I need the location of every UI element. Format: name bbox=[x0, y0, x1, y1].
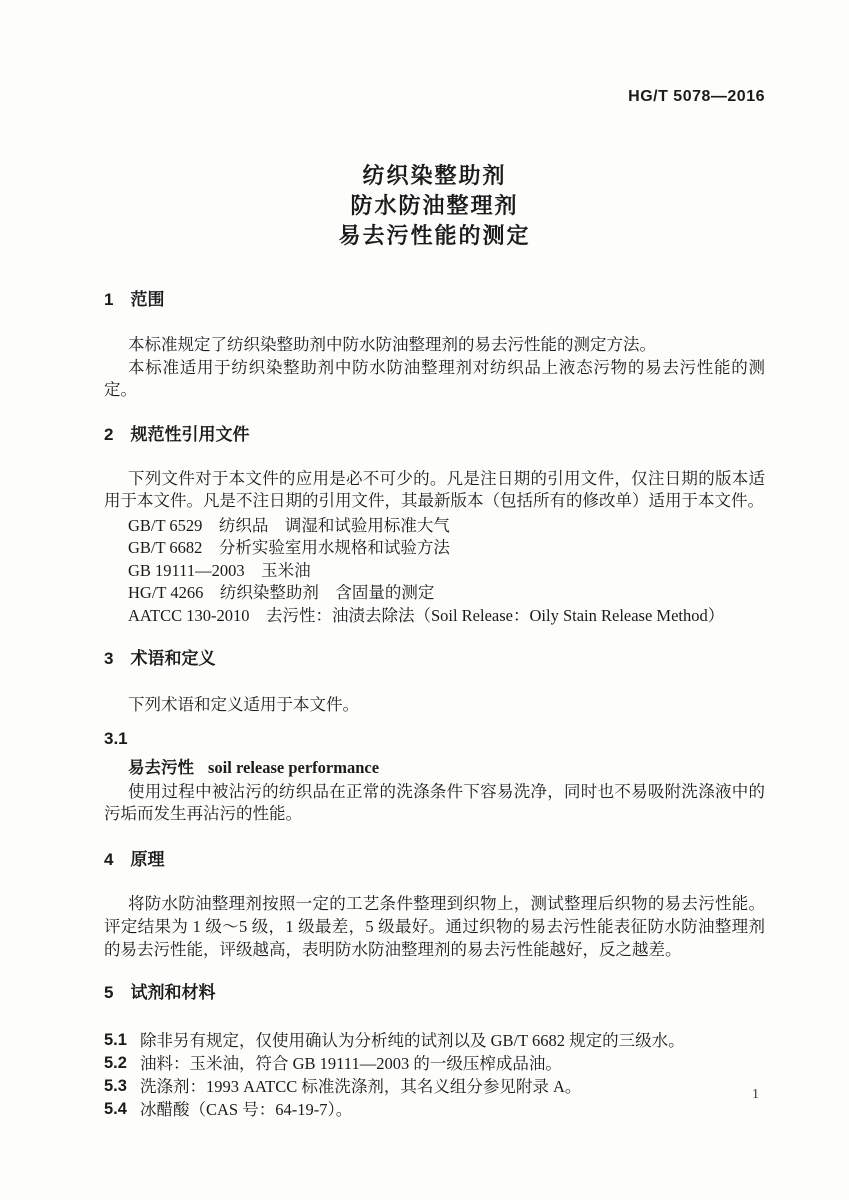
term-name-english: soil release performance bbox=[208, 757, 380, 777]
title-line-2: 防水防油整理剂 bbox=[350, 193, 519, 218]
reagent-text: 除非另有规定，仅使用确认为分析纯的试剂以及 GB/T 6682 规定的三级水。 bbox=[140, 1030, 685, 1050]
section-1-heading: 1 范围 bbox=[104, 290, 165, 309]
standard-code: HG/T 5078—2016 bbox=[628, 88, 765, 105]
reagent-number: 5.4 bbox=[104, 1099, 127, 1118]
section-5-heading: 5 试剂和材料 bbox=[104, 982, 216, 1002]
section-4-heading: 4 原理 bbox=[104, 849, 165, 869]
term-name-chinese: 易去污性 bbox=[128, 758, 194, 777]
term-entry bbox=[104, 758, 765, 778]
section-2-intro bbox=[104, 468, 765, 513]
section-2-heading: 2 规范性引用文件 bbox=[104, 424, 250, 444]
title-line-3: 易去污性能的测定 bbox=[338, 223, 531, 248]
reference-item: GB/T 6682 分析实验室用水规格和试验方法 bbox=[128, 538, 450, 557]
scope-paragraph-1: 本标准规定了纺织染整助剂中防水防油整理剂的易去污性能的测定方法。 bbox=[128, 335, 656, 354]
reagent-number: 5.3 bbox=[104, 1076, 127, 1095]
reference-item: HG/T 4266 纺织染整助剂 含固量的测定 bbox=[128, 583, 435, 602]
principle-paragraph: 将防水防油整理剂按照一定的工艺条件整理到织物上，测试整理后织物的易去污性能。评定结果为 1 级～5 级，1 级最差，5 级最好。通过织物的易去污性能表征防水防油整理剂的易去污性能，评级越高，表明防水防油整理剂的易去污性能越好，反之越差。 bbox=[104, 893, 765, 959]
reference-list bbox=[104, 515, 765, 628]
section-1-body bbox=[104, 334, 765, 402]
reagent-number: 5.1 bbox=[104, 1030, 127, 1049]
title-line-1: 纺织染整助剂 bbox=[362, 163, 507, 188]
section-3-intro bbox=[104, 694, 765, 717]
reagent-item bbox=[104, 1098, 765, 1121]
page-number: 1 bbox=[752, 1087, 759, 1102]
reagent-item bbox=[104, 1029, 765, 1052]
term-item-number: 3.1 bbox=[104, 728, 128, 748]
reagent-text: 洗涤剂：1993 AATCC 标准洗涤剂，其名义组分参见附录 A。 bbox=[140, 1076, 582, 1096]
reagent-text: 油料：玉米油，符合 GB 19111—2003 的一级压榨成品油。 bbox=[140, 1053, 562, 1073]
reagent-number: 5.2 bbox=[104, 1053, 127, 1072]
reference-item: AATCC 130-2010 去污性：油渍去除法（Soil Release：Oily Stain Release Method） bbox=[128, 605, 725, 625]
normative-references-intro: 下列文件对于本文件的应用是必不可少的。凡是注日期的引用文件，仅注日期的版本适用于本文件。凡是不注日期的引用文件，其最新版本（包括所有的修改单）适用于本文件。 bbox=[104, 468, 765, 510]
reference-item: GB 19111—2003 玉米油 bbox=[128, 560, 311, 580]
terms-intro-text: 下列术语和定义适用于本文件。 bbox=[128, 695, 359, 714]
document-title bbox=[104, 161, 765, 251]
reagent-list bbox=[104, 1029, 765, 1121]
reference-item: GB/T 6529 纺织品 调湿和试验用标准大气 bbox=[128, 515, 450, 535]
reagent-text: 冰醋酸（CAS 号：64-19-7）。 bbox=[140, 1099, 353, 1119]
scope-paragraph-2: 本标准适用于纺织染整助剂中防水防油整理剂对纺织品上液态污物的易去污性能的测定。 bbox=[104, 357, 765, 399]
term-definition: 使用过程中被沾污的纺织品在正常的洗涤条件下容易洗净，同时也不易吸附洗涤液中的污垢而发生再沾污的性能。 bbox=[104, 781, 765, 823]
reagent-item bbox=[104, 1052, 765, 1075]
reagent-item bbox=[104, 1075, 765, 1098]
section-3-heading: 3 术语和定义 bbox=[104, 649, 216, 668]
